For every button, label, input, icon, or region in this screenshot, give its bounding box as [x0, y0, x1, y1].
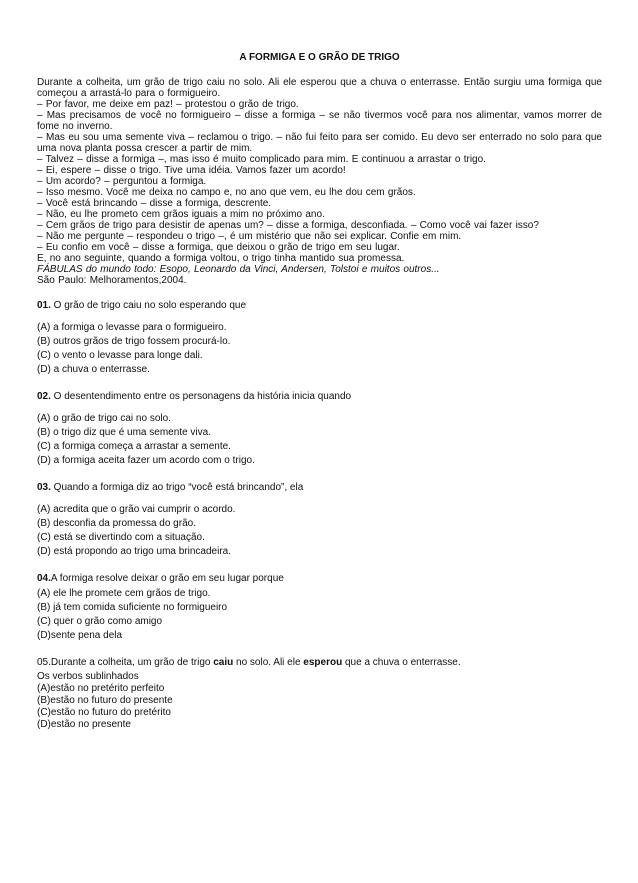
answer-option: (D)estão no presente [37, 719, 131, 730]
question-stem [37, 573, 602, 584]
question-number: 02. [37, 391, 51, 402]
question-text: que a chuva o enterrasse. [342, 657, 461, 668]
story-paragraph: – Não, eu lhe prometo cem grãos iguais a mim no próximo ano. [37, 209, 325, 220]
story-paragraph: – Mas precisamos de você no formigueiro – disse a formiga – se não tivermos você para nos alimentar, vamos morrer de fome no inverno. [37, 110, 602, 132]
question-03 [37, 482, 602, 559]
answer-option: (D) a chuva o enterrasse. [37, 364, 150, 375]
story-paragraph: – Mas eu sou uma semente viva – reclamou o trigo. – não fui feito para ser comido. Eu devo ser enterrado no solo para que uma nova planta possa crescer a partir de mim. [37, 132, 602, 154]
question-01 [37, 300, 602, 377]
story-paragraph: – Eu confio em você – disse a formiga, que deixou o grão de trigo em seu lugar. [37, 242, 400, 253]
answer-option: (B) desconfia da promessa do grão. [37, 518, 196, 529]
question-stem [37, 391, 602, 402]
answer-option: (B) o trigo diz que é uma semente viva. [37, 427, 211, 438]
answer-option: (B)estão no futuro do presente [37, 695, 173, 706]
story-paragraph: – Por favor, me deixe em paz! – protestou o grão de trigo. [37, 99, 299, 110]
question-text: no solo. Ali ele [233, 657, 304, 668]
question-text: A formiga resolve deixar o grão em seu lugar porque [50, 573, 284, 584]
answer-option: (D)sente pena dela [37, 630, 123, 641]
answer-option: (A) acredita que o grão vai cumprir o acordo. [37, 504, 236, 515]
question-text: Durante a colheita, um grão de trigo [50, 657, 214, 668]
source-publisher: São Paulo: Melhoramentos,2004. [37, 275, 187, 286]
question-04 [37, 573, 602, 643]
story-paragraph: – Um acordo? – perguntou a formiga. [37, 176, 207, 187]
answer-option: (A)estão no pretérito perfeito [37, 683, 165, 694]
answer-option: (D) está propondo ao trigo uma brincadeira. [37, 546, 231, 557]
answer-option: (C) a formiga começa a arrastar a semente. [37, 441, 231, 452]
story-paragraph: – Cem grãos de trigo para desistir de apenas um? – disse a formiga, desconfiada. – Como você vai fazer isso? [37, 220, 539, 231]
question-number: 05. [37, 657, 51, 668]
story-paragraph: Durante a colheita, um grão de trigo caiu no solo. Ali ele esperou que a chuva o enterrasse. Então surgiu uma formiga que começou a arrastá-lo para o formigueiro. [37, 77, 602, 99]
question-stem [37, 657, 602, 668]
question-02 [37, 391, 602, 468]
answer-option: (B) já tem comida suficiente no formigueiro [37, 602, 228, 613]
source-citation: FÁBULAS do mundo todo: Esopo, Leonardo da Vinci, Andersen, Tolstoi e muitos outros... [37, 264, 440, 275]
question-stem [37, 300, 602, 311]
answer-option: (C) está se divertindo com a situação. [37, 532, 205, 543]
highlighted-verb: caiu [213, 657, 234, 668]
question-subtitle: Os verbos sublinhados [37, 671, 139, 682]
question-number: 04. [37, 573, 51, 584]
answer-option: (A) ele lhe promete cem grãos de trigo. [37, 588, 211, 599]
question-05 [37, 657, 602, 731]
answer-option: (A) a formiga o levasse para o formigueiro. [37, 322, 227, 333]
story-text [37, 77, 602, 286]
answer-option: (C) quer o grão como amigo [37, 616, 163, 627]
story-paragraph: – Não me pergunte – respondeu o trigo –, é um mistério que não sei explicar. Confie em mim. [37, 231, 462, 242]
story-paragraph: – Talvez – disse a formiga –, mas isso é muito complicado para mim. E continuou a arrastar o trigo. [37, 154, 486, 165]
worksheet-page [37, 52, 602, 731]
question-number: 01. [37, 300, 51, 311]
answer-option: (B) outros grãos de trigo fossem procurá-lo. [37, 336, 231, 347]
question-text: O desentendimento entre os personagens da história inicia quando [50, 391, 352, 402]
highlighted-verb: esperou [303, 657, 343, 668]
story-paragraph: E, no ano seguinte, quando a formiga voltou, o trigo tinha mantido sua promessa. [37, 253, 405, 264]
question-text: Quando a formiga diz ao trigo “você está brincando”, ela [50, 482, 304, 493]
story-paragraph: – Isso mesmo. Você me deixa no campo e, no ano que vem, eu lhe dou cem grãos. [37, 187, 416, 198]
answer-option: (A) o grão de trigo cai no solo. [37, 413, 171, 424]
story-title: A FORMIGA E O GRÃO DE TRIGO [239, 52, 400, 63]
story-paragraph: – Você está brincando – disse a formiga, descrente. [37, 198, 272, 209]
question-text: O grão de trigo caiu no solo esperando que [50, 300, 247, 311]
answer-option: (C) o vento o levasse para longe dali. [37, 350, 203, 361]
answer-option: (C)estão no futuro do pretérito [37, 707, 171, 718]
story-paragraph: – Ei, espere – disse o trigo. Tive uma idéia. Vamos fazer um acordo! [37, 165, 346, 176]
question-number: 03. [37, 482, 51, 493]
answer-option: (D) a formiga aceita fazer um acordo com o trigo. [37, 455, 255, 466]
question-stem [37, 482, 602, 493]
